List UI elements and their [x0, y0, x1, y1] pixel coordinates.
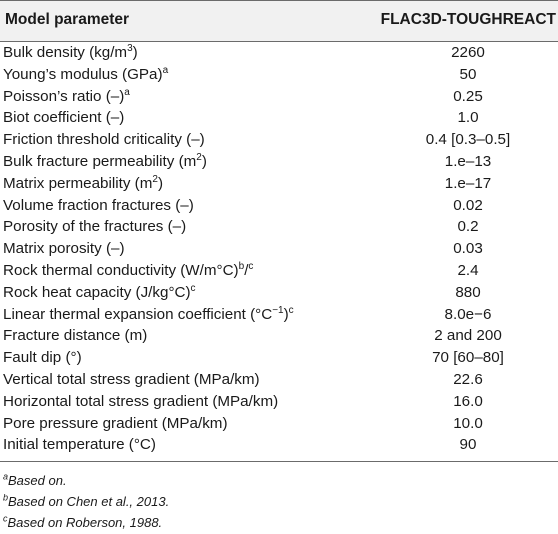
parameter-label-tail: ): [283, 305, 289, 323]
parameter-label: Friction threshold criticality (–): [3, 131, 205, 149]
footnote-text: Based on Chen et al., 2013.: [8, 494, 170, 509]
value-cell: 8.0e−6: [444, 305, 492, 323]
parameter-cell: [3, 64, 168, 85]
table-row: [0, 151, 558, 172]
footnote: [3, 515, 162, 530]
value-cell: 70 [60–80]: [432, 349, 504, 367]
parameter-cell: [3, 129, 205, 150]
table-row: [0, 238, 558, 259]
superscript: c: [288, 304, 294, 316]
parameter-label: Biot coefficient (–): [3, 109, 125, 127]
value-cell: 0.02: [453, 196, 483, 214]
footnote: [3, 473, 67, 488]
parameter-label: Volume fraction fractures (–): [3, 196, 194, 214]
parameter-label: Initial temperature (°C): [3, 436, 156, 454]
value-cell: 2260: [451, 44, 485, 61]
table-row: [0, 391, 558, 412]
value-cell: 0.03: [453, 240, 483, 258]
table-row: [0, 107, 558, 128]
superscript: b: [238, 260, 245, 272]
header-parameter: Model parameter: [5, 11, 130, 28]
parameter-cell: [3, 282, 196, 303]
value-cell: 0.2: [457, 218, 479, 236]
footnote-text: Based on.: [8, 473, 67, 488]
parameter-cell: [3, 304, 294, 325]
parameter-cell: [3, 107, 124, 128]
parameter-label-tail: ): [201, 153, 207, 170]
parameter-label: Fracture distance (m): [3, 327, 148, 345]
value-cell: 1.e–13: [444, 153, 492, 170]
table-row: [0, 260, 558, 281]
parameter-cell: [3, 369, 260, 390]
footnote: [3, 494, 169, 509]
superscript: a: [162, 64, 169, 76]
parameter-cell: [3, 173, 163, 194]
footnote-mark: a: [3, 471, 9, 482]
value-cell: 0.4 [0.3–0.5]: [425, 131, 511, 149]
parameter-label: Vertical total stress gradient (MPa/km): [3, 371, 260, 388]
table-row: [0, 173, 558, 194]
table-row: [0, 413, 558, 434]
value-cell: 16.0: [453, 392, 483, 410]
parameter-label: Rock heat capacity (J/kg°C): [3, 283, 191, 301]
parameter-cell: [3, 391, 278, 412]
parameter-label: Young’s modulus (GPa): [3, 65, 163, 83]
parameter-cell: [3, 42, 138, 63]
parameter-label-tail: ): [132, 44, 138, 61]
table-bottom-rule: [0, 461, 558, 462]
parameter-cell: [3, 325, 147, 346]
parameter-label: Horizontal total stress gradient (MPa/km): [3, 392, 279, 410]
parameter-cell: [3, 434, 156, 455]
superscript: −1: [272, 304, 284, 316]
value-cell: 10.0: [453, 414, 483, 432]
parameter-label: Poisson’s ratio (–): [3, 87, 125, 105]
table-row: [0, 282, 558, 303]
table-row: [0, 325, 558, 346]
parameter-cell: [3, 151, 207, 172]
parameter-label: Fault dip (°): [3, 349, 82, 367]
value-cell: 1.e–17: [444, 174, 492, 192]
parameter-label: Linear thermal expansion coefficient (°C: [3, 305, 273, 323]
superscript: 2: [196, 151, 202, 163]
value-cell: 880: [455, 283, 481, 301]
table-row: [0, 216, 558, 237]
parameter-cell: [3, 216, 186, 237]
value-cell: 90: [459, 436, 477, 454]
superscript: c: [190, 282, 196, 294]
table-row: [0, 195, 558, 216]
footnote-mark: b: [3, 492, 9, 503]
value-cell: 50: [459, 65, 477, 83]
parameter-cell: [3, 347, 82, 368]
parameter-cell: [3, 86, 130, 107]
parameter-label-tail: ): [157, 174, 163, 192]
header-value: FLAC3D-TOUGHREACT: [380, 11, 556, 28]
parameter-label: Porosity of the fractures (–): [3, 218, 187, 236]
superscript: a: [124, 86, 130, 98]
parameter-label: Bulk density (kg/m: [3, 44, 128, 61]
table-row: [0, 129, 558, 150]
parameter-cell: [3, 260, 253, 281]
value-cell: 2 and 200: [434, 327, 502, 345]
parameter-label: Matrix permeability (m: [3, 174, 153, 192]
value-cell: 0.25: [453, 87, 483, 105]
parameter-label: Pore pressure gradient (MPa/km): [3, 414, 228, 432]
table-row: [0, 369, 558, 390]
superscript: 3: [127, 42, 133, 54]
table-row: [0, 304, 558, 325]
parameter-label: Matrix porosity (–): [3, 240, 125, 258]
table-row: [0, 434, 558, 455]
table-header: [0, 0, 558, 42]
footnote-text: Based on Roberson, 1988.: [7, 515, 163, 530]
value-cell: 1.0: [457, 109, 479, 127]
parameter-label: Bulk fracture permeability (m: [3, 153, 197, 170]
parameter-label-tail: /: [244, 262, 249, 279]
value-cell: 22.6: [453, 371, 483, 388]
table-row: [0, 347, 558, 368]
value-cell: 2.4: [457, 262, 479, 279]
parameter-label: Rock thermal conductivity (W/m°C): [3, 262, 239, 279]
footnote-mark: c: [3, 513, 8, 524]
superscript: c: [248, 260, 254, 272]
superscript: 2: [152, 173, 158, 185]
table-row: [0, 64, 558, 85]
table-row: [0, 86, 558, 107]
parameter-cell: [3, 195, 194, 216]
table-row: [0, 42, 558, 63]
parameter-cell: [3, 238, 125, 259]
parameter-cell: [3, 413, 228, 434]
